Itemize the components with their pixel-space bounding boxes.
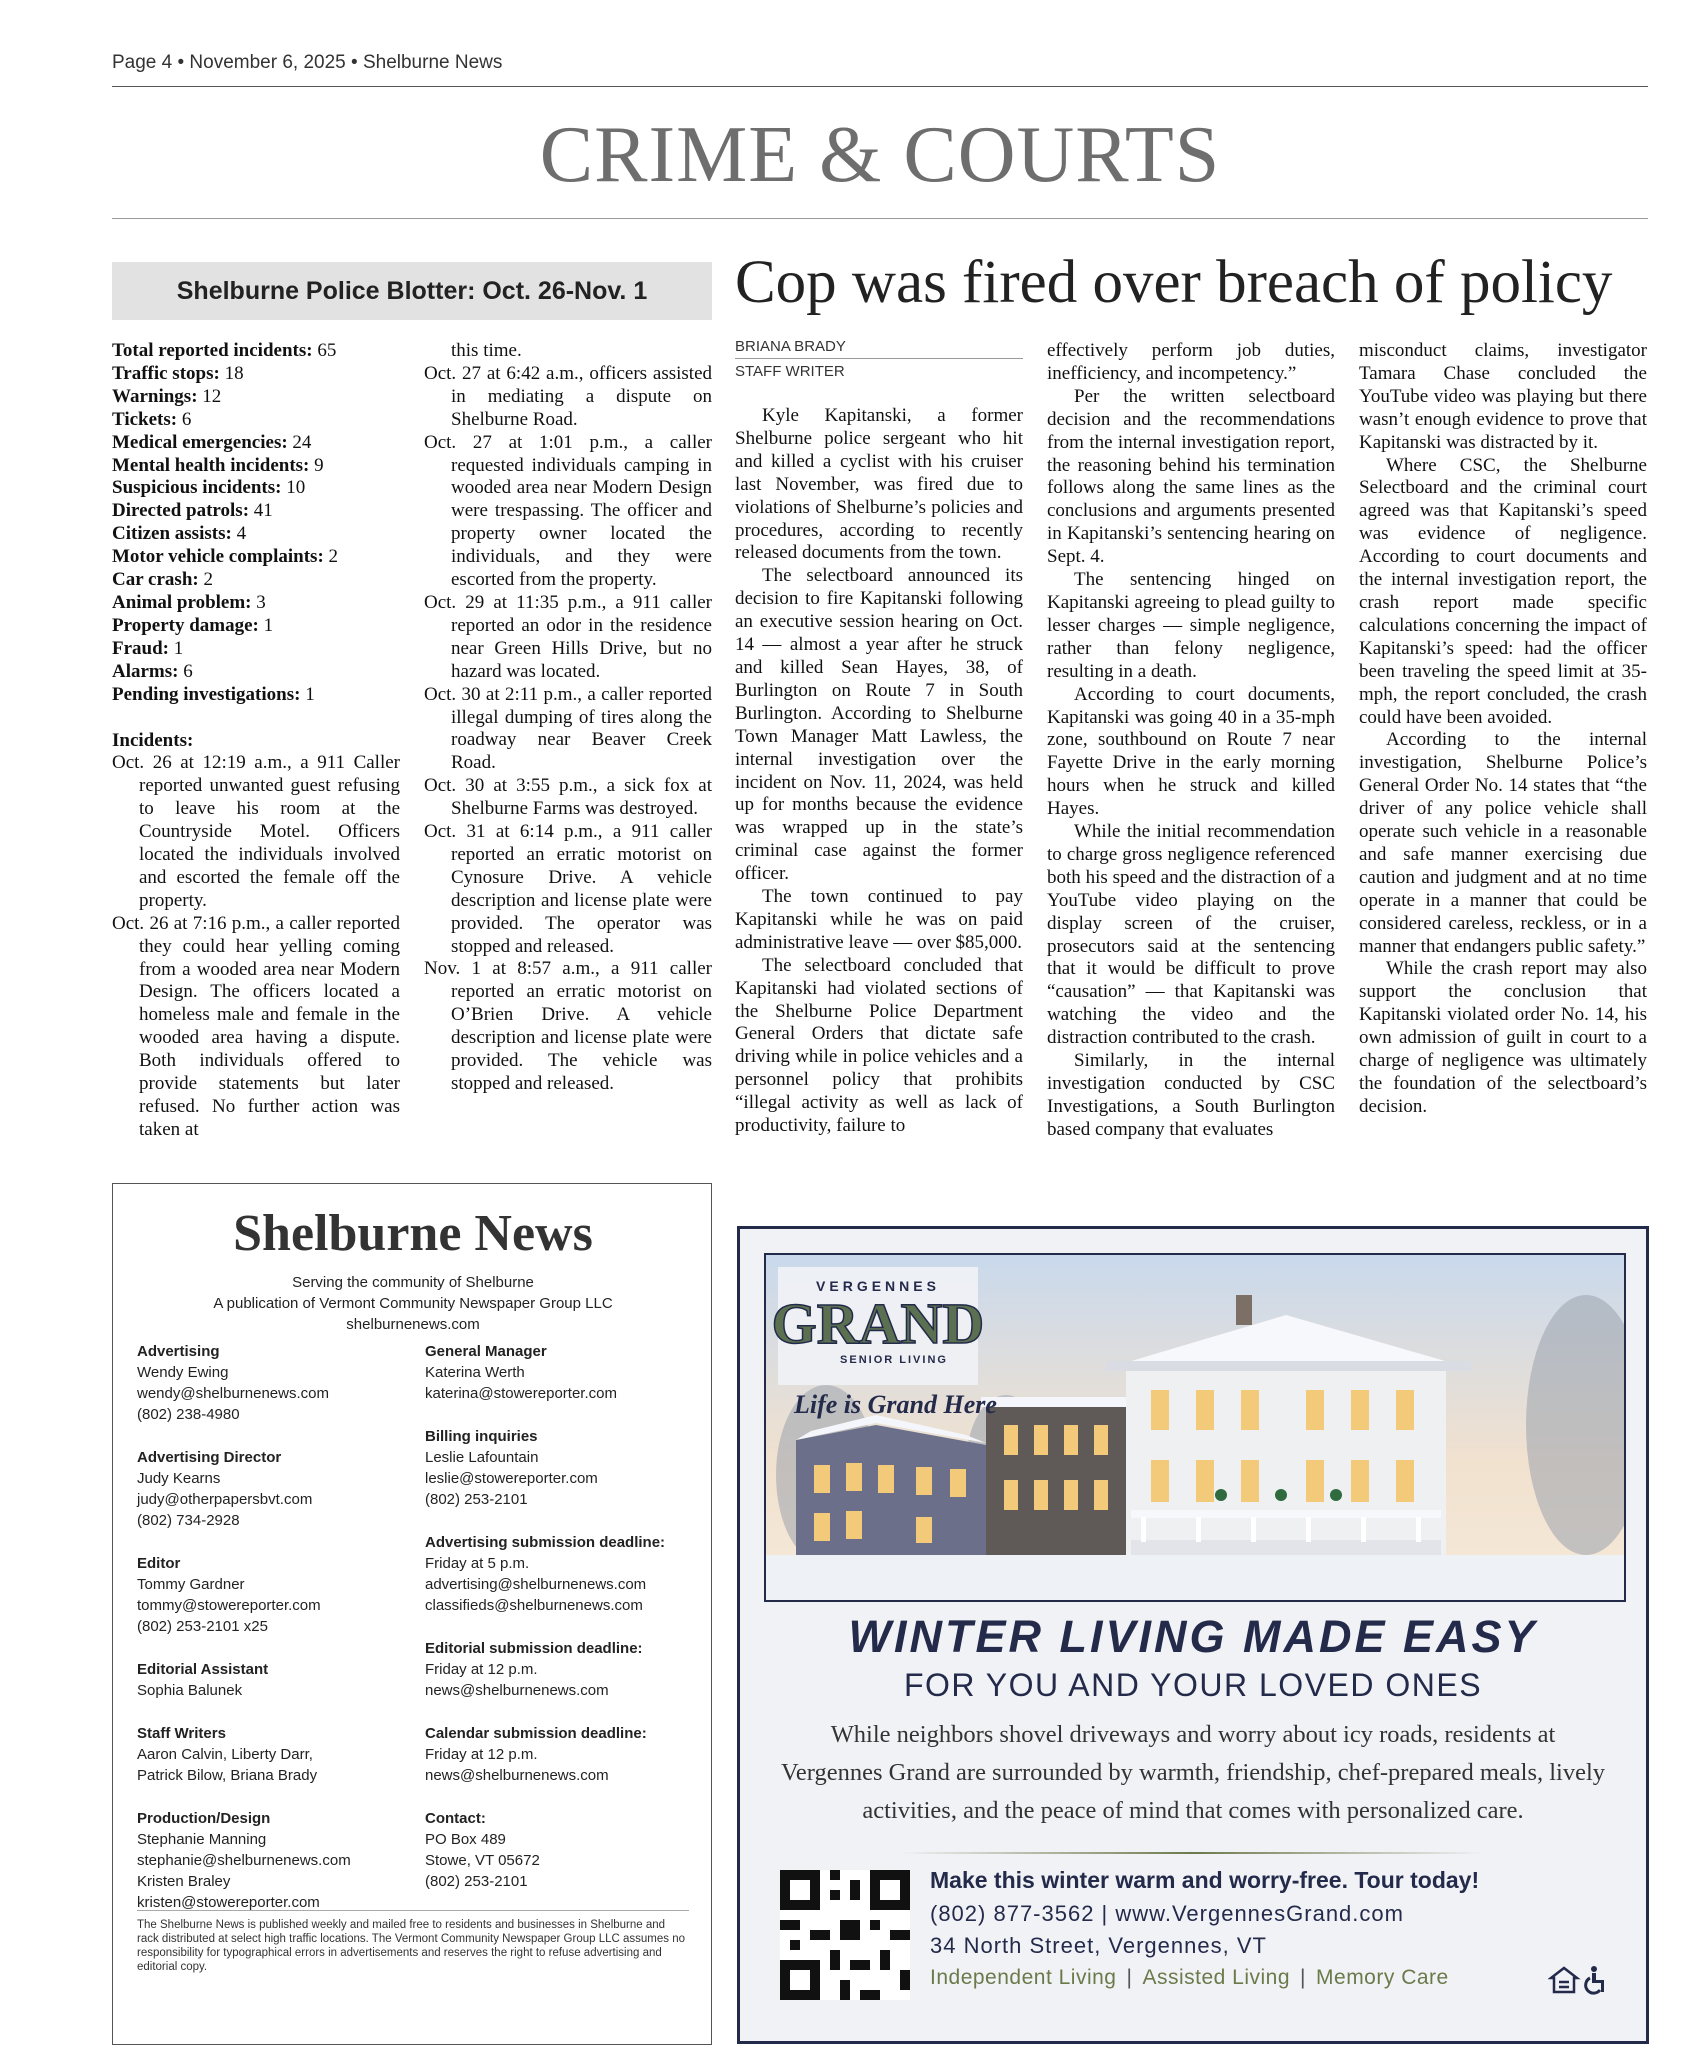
incident-item: Oct. 30 at 3:55 p.m., a sick fox at Shelburne Farms was destroyed. bbox=[424, 775, 712, 820]
staff-email[interactable]: wendy@shelburnenews.com bbox=[137, 1385, 329, 1402]
stat-value: 65 bbox=[317, 340, 337, 361]
incident-list-1 bbox=[112, 752, 400, 1141]
ad-phone-website[interactable]: (802) 877-3562 | www.VergennesGrand.com bbox=[930, 1901, 1404, 1926]
accessibility-icon bbox=[1586, 1966, 1604, 1993]
staff-role: Editor bbox=[137, 1555, 181, 1572]
incident-item: Oct. 30 at 2:11 p.m., a caller reported illegal dumping of tires along the roadway near Beaver Creek Road. bbox=[424, 683, 712, 774]
stat-label: Total reported incidents: bbox=[112, 340, 313, 361]
incident-item: Oct. 27 at 1:01 p.m., a caller requested individuals camping in wooded area near Modern Design were trespassing. The officer and property owner located the individuals, and they were escorted from the property. bbox=[424, 431, 712, 591]
staff-line: Tommy Gardner bbox=[137, 1576, 245, 1593]
blotter-stat-row bbox=[112, 569, 400, 592]
ad-subheadline: FOR YOU AND YOUR LOVED ONES bbox=[903, 1667, 1483, 1703]
staff-line: Stephanie Manning bbox=[137, 1831, 267, 1848]
incident-item: Oct. 27 at 6:42 a.m., officers assisted in mediating a dispute on Shelburne Road. bbox=[424, 362, 712, 430]
article-paragraph: The selectboard announced its decision to fire Kapitanski following an executive session hearing on Oct. 14 — almost a year after he struck and killed Sean Hayes, 38, of Burlington on Route 7 in South Burlington. According to Shelburne Town Manager Matt Lawless, the internal investigation over the incident on Nov. 11, 2024, was held up for months because the evidence was wrapped up in the state’s criminal case against the former officer. bbox=[735, 565, 1023, 885]
stat-label: Mental health incidents: bbox=[112, 454, 310, 476]
blotter-header: Shelburne Police Blotter: Oct. 26-Nov. 1 bbox=[112, 262, 712, 320]
staff-role: Staff Writers bbox=[137, 1725, 226, 1742]
stat-label: Property damage: bbox=[112, 614, 259, 636]
stat-value: 6 bbox=[181, 408, 192, 430]
section-rule bbox=[112, 218, 1648, 219]
staff-line: Wendy Ewing bbox=[137, 1364, 229, 1381]
blotter-stat-row bbox=[112, 386, 400, 409]
ad-logo-sub: SENIOR LIVING bbox=[840, 1354, 948, 1366]
stat-value: 41 bbox=[253, 500, 273, 522]
staff-email[interactable]: stephanie@shelburnenews.com bbox=[137, 1852, 351, 1869]
stat-value: 1 bbox=[305, 683, 315, 705]
staff-role: Contact: bbox=[425, 1810, 486, 1827]
stat-label: Animal problem: bbox=[112, 591, 252, 613]
article-paragraph: Kyle Kapitanski, a former Shelburne police sergeant who hit and killed a cyclist with his cruiser last November, was fired due to violations of Shelburne’s policies and procedures, according to recently released documents from the town. bbox=[735, 405, 1023, 564]
separator: | bbox=[1126, 1966, 1133, 1989]
staff-group bbox=[137, 1447, 407, 1531]
staff-group bbox=[425, 1638, 695, 1701]
staff-line: Friday at 12 p.m. bbox=[425, 1746, 538, 1763]
blotter-stat-row bbox=[112, 546, 400, 569]
blotter-column-1 bbox=[112, 340, 400, 1142]
article-paragraph: Similarly, in the internal investigation conducted by CSC Investigations, a South Burlington based company that evaluates bbox=[1047, 1050, 1335, 1140]
blotter-stat-row bbox=[112, 615, 400, 638]
stat-label: Pending investigations: bbox=[112, 683, 301, 705]
staff-role: Editorial Assistant bbox=[137, 1661, 269, 1678]
staff-email[interactable]: leslie@stowereporter.com bbox=[425, 1470, 598, 1487]
stat-label: Citizen assists: bbox=[112, 523, 232, 545]
staff-group bbox=[425, 1723, 695, 1786]
staff-email[interactable]: news@shelburnenews.com bbox=[425, 1682, 609, 1699]
staff-group bbox=[425, 1341, 695, 1404]
masthead-box bbox=[112, 1183, 712, 2045]
blotter-stat-row bbox=[112, 340, 400, 363]
staff-line: Friday at 5 p.m. bbox=[425, 1555, 530, 1572]
ad-services bbox=[930, 1966, 1449, 1990]
service-memory-care: Memory Care bbox=[1316, 1966, 1449, 1989]
stat-value: 9 bbox=[314, 454, 324, 476]
vergennes-grand-ad[interactable] bbox=[737, 1226, 1649, 2044]
staff-line: Kristen Braley bbox=[137, 1873, 231, 1890]
winter-house-illustration bbox=[766, 1255, 1624, 1600]
staff-role: Advertising bbox=[137, 1343, 220, 1360]
staff-group bbox=[425, 1808, 695, 1892]
staff-list-right bbox=[425, 1341, 695, 1914]
staff-line: PO Box 489 bbox=[425, 1831, 506, 1848]
staff-email[interactable]: tommy@stowereporter.com bbox=[137, 1597, 321, 1614]
staff-group bbox=[137, 1553, 407, 1637]
blotter-stat-row bbox=[112, 661, 400, 684]
stat-label: Suspicious incidents: bbox=[112, 477, 282, 499]
article-column-3 bbox=[1359, 340, 1647, 1119]
staff-role: General Manager bbox=[425, 1343, 547, 1360]
stat-label: Tickets: bbox=[112, 408, 178, 430]
blotter-stat-row bbox=[112, 684, 400, 707]
article-paragraph: Per the written selectboard decision and the recommendations from the internal investigation report, the reasoning behind his termination follows along the same lines as the conclusions and arguments presented in Kapitanski’s sentencing hearing on Sept. 4. bbox=[1047, 385, 1335, 568]
staff-role: Advertising Director bbox=[137, 1449, 282, 1466]
stat-value: 6 bbox=[183, 660, 193, 682]
byline-role: STAFF WRITER bbox=[735, 363, 845, 380]
staff-line: Sophia Balunek bbox=[137, 1682, 243, 1699]
masthead-disclaimer: The Shelburne News is published weekly and mailed free to residents and businesses in Shelburne and rack distributed at select high traffic locations. The Vermont Community Newspaper Group LLC assumes no responsibility for typographical errors in advertisements and reserves the right to refuse advertising and editorial copy. bbox=[137, 1919, 686, 1973]
staff-line: Judy Kearns bbox=[137, 1470, 221, 1487]
incident-continuation: this time. bbox=[451, 340, 522, 361]
staff-email[interactable]: news@shelburnenews.com bbox=[425, 1767, 609, 1784]
incident-item: Oct. 26 at 12:19 a.m., a 911 Caller reported unwanted guest refusing to leave his room at the Countryside Motel. Officers located the individuals involved and escorted the female off the property. bbox=[112, 752, 400, 911]
article-column-2 bbox=[1047, 340, 1335, 1142]
staff-group bbox=[137, 1808, 407, 1913]
blotter-stat-row bbox=[112, 455, 400, 478]
article-paragraph: While the initial recommendation to charge gross negligence referenced both his speed and the distraction of a YouTube video playing on the display screen of the cruiser, prosecutors said at the sentencing that it would be difficult to prove “causation” — that Kapitanski was watching the video and the distraction contributed to the crash. bbox=[1047, 821, 1335, 1049]
staff-role: Advertising submission deadline: bbox=[425, 1534, 666, 1551]
staff-group bbox=[137, 1659, 407, 1701]
stat-label: Directed patrols: bbox=[112, 500, 250, 522]
ad-tagline: Life is Grand Here bbox=[794, 1390, 997, 1419]
staff-line: (802) 253-2101 bbox=[425, 1491, 528, 1508]
staff-line: Leslie Lafountain bbox=[425, 1449, 539, 1466]
stat-label: Alarms: bbox=[112, 660, 179, 682]
stat-label: Motor vehicle complaints: bbox=[112, 546, 324, 568]
ad-logo-top: VERGENNES bbox=[816, 1278, 940, 1294]
masthead-divider bbox=[137, 1910, 689, 1911]
incident-item: Oct. 26 at 7:16 p.m., a caller reported they could hear yelling coming from a wooded area near Modern Design. The officers located a homeless male and female in the wooded area having a dispute. Both individuals offered to provide statements but later refused. No further action was taken at bbox=[112, 912, 400, 1140]
article-paragraph: The town continued to pay Kapitanski while he was on paid administrative leave — over $85,000. bbox=[735, 886, 1023, 953]
stat-label: Car crash: bbox=[112, 569, 199, 591]
page-folio: Page 4 • November 6, 2025 • Shelburne News bbox=[112, 52, 503, 73]
staff-role: Calendar submission deadline: bbox=[425, 1725, 647, 1742]
staff-line: (802) 238-4980 bbox=[137, 1406, 240, 1423]
staff-email[interactable]: advertising@shelburnenews.com bbox=[425, 1576, 647, 1593]
staff-email[interactable]: katerina@stowereporter.com bbox=[425, 1385, 617, 1402]
article-paragraph: Where CSC, the Shelburne Selectboard and the criminal court agreed was that Kapitanski’s speed was evidence of negligence. According to court documents and the internal investigation report, the crash report made specific calculations concerning the impact of Kapitanski’s speed: had the officer been traveling the speed limit at 35-mph, the report concluded, the crash could have been avoided. bbox=[1359, 454, 1647, 728]
masthead-tagline: Serving the community of Shelburne bbox=[292, 1274, 534, 1291]
staff-email[interactable]: kristen@stowereporter.com bbox=[137, 1894, 320, 1911]
article-paragraph: The sentencing hinged on Kapitanski agreeing to plead guilty to lesser charges — simple negligence, rather than felony negligence, resulting in a death. bbox=[1047, 569, 1335, 682]
blotter-column-2 bbox=[424, 340, 712, 1096]
ad-divider bbox=[900, 1852, 1486, 1854]
staff-role: Editorial submission deadline: bbox=[425, 1640, 643, 1657]
ad-headline: WINTER LIVING MADE EASY bbox=[848, 1611, 1538, 1662]
article-paragraph: While the crash report may also support the conclusion that Kapitanski violated order No. 14, his own admission of guilt in court to a charge of negligence was ultimately the foundation of the selectboard’s decision. bbox=[1359, 958, 1647, 1117]
blotter-stat-row bbox=[112, 363, 400, 386]
blotter-stats bbox=[112, 340, 400, 707]
incident-item: Oct. 31 at 6:14 p.m., a 911 caller reported an erratic motorist on Cynosure Drive. A vehicle description and license plate were provided. The operator was stopped and released. bbox=[424, 821, 712, 957]
blotter-stat-row bbox=[112, 638, 400, 661]
masthead-publisher: A publication of Vermont Community Newspaper Group LLC bbox=[213, 1295, 613, 1312]
stat-label: Fraud: bbox=[112, 637, 169, 659]
blotter-stat-row bbox=[112, 477, 400, 500]
ad-call-to-action: Make this winter warm and worry-free. Tour today! bbox=[930, 1867, 1480, 1893]
stat-value: 1 bbox=[263, 614, 274, 636]
staff-line: Stowe, VT 05672 bbox=[425, 1852, 540, 1869]
service-assisted-living: Assisted Living bbox=[1142, 1966, 1291, 1989]
staff-role: Production/Design bbox=[137, 1810, 271, 1827]
incident-list-2 bbox=[424, 363, 712, 1096]
staff-email[interactable]: classifieds@shelburnenews.com bbox=[425, 1597, 643, 1614]
byline-name: BRIANA BRADY bbox=[735, 338, 1023, 359]
stat-value: 10 bbox=[286, 477, 306, 499]
article-paragraph: The selectboard concluded that Kapitanski had violated sections of the Shelburne Police Department General Orders that dictate safe driving while in police vehicles and a personnel policy that prohibits “illegal activity as well as lack of productivity, failure to bbox=[735, 954, 1023, 1137]
staff-group bbox=[425, 1532, 695, 1616]
stat-value: 4 bbox=[236, 523, 247, 545]
ad-logo-main: GRAND bbox=[771, 1291, 985, 1356]
stat-label: Medical emergencies: bbox=[112, 431, 288, 453]
ad-badge-icons bbox=[1548, 1965, 1618, 1995]
article-column-1 bbox=[735, 405, 1023, 1138]
incident-item: Nov. 1 at 8:57 a.m., a 911 caller reported an erratic motorist on O’Brien Drive. A vehicle description and license plate were provided. The vehicle was stopped and released. bbox=[424, 958, 712, 1094]
stat-value: 2 bbox=[328, 546, 339, 568]
article-paragraph: According to the internal investigation, Shelburne Police’s General Order No. 14 states that “the driver of any police vehicle shall operate such vehicle in a reasonable and safe manner exercising due caution and judgment and at no time operate in a manner that could be considered careless, reckless, or in a manner that endangers public safety.” bbox=[1359, 729, 1647, 957]
stat-value: 1 bbox=[173, 637, 184, 659]
staff-group bbox=[425, 1426, 695, 1510]
masthead-title: Shelburne News bbox=[233, 1205, 593, 1262]
stat-value: 2 bbox=[203, 569, 213, 591]
article-headline: Cop was fired over breach of policy bbox=[735, 249, 1613, 316]
separator: | bbox=[1300, 1966, 1307, 1989]
staff-line: Patrick Bilow, Briana Brady bbox=[137, 1767, 318, 1784]
byline bbox=[735, 338, 1023, 380]
ad-body: While neighbors shovel driveways and worry about icy roads, residents at Vergennes Grand are surrounded by warmth, friendship, chef-prepared meals, lively activities, and the peace of mind that comes with personalized care. bbox=[780, 1721, 1606, 1824]
article-paragraph: effectively perform job duties, inefficiency, and incompetency.” bbox=[1047, 340, 1335, 384]
blotter-stat-row bbox=[112, 523, 400, 546]
staff-line: (802) 253-2101 bbox=[425, 1873, 528, 1890]
article-paragraph: misconduct claims, investigator Tamara Chase concluded the YouTube video was playing but there wasn’t enough evidence to prove that Kapitanski was distracted by it. bbox=[1359, 340, 1647, 453]
staff-line: (802) 253-2101 x25 bbox=[137, 1618, 268, 1635]
staff-line: (802) 734-2928 bbox=[137, 1512, 240, 1529]
staff-role: Billing inquiries bbox=[425, 1428, 538, 1445]
qr-code-icon[interactable] bbox=[780, 1870, 910, 2000]
blotter-stat-row bbox=[112, 409, 400, 432]
staff-line: Katerina Werth bbox=[425, 1364, 525, 1381]
stat-label: Warnings: bbox=[112, 385, 198, 407]
stat-value: 18 bbox=[224, 362, 244, 384]
service-independent-living: Independent Living bbox=[930, 1966, 1117, 1989]
stat-value: 3 bbox=[256, 591, 266, 613]
equal-housing-icon bbox=[1551, 1968, 1577, 1992]
blotter-stat-row bbox=[112, 500, 400, 523]
staff-line: Friday at 12 p.m. bbox=[425, 1661, 538, 1678]
top-rule bbox=[112, 86, 1648, 87]
incidents-label: Incidents: bbox=[112, 729, 194, 751]
blotter-stat-row bbox=[112, 592, 400, 615]
staff-list-left bbox=[137, 1341, 407, 1935]
stat-value: 24 bbox=[292, 431, 312, 453]
ad-address: 34 North Street, Vergennes, VT bbox=[930, 1933, 1267, 1958]
staff-email[interactable]: judy@otherpapersbvt.com bbox=[137, 1491, 313, 1508]
masthead-website[interactable]: shelburnenews.com bbox=[346, 1316, 480, 1333]
article-paragraph: According to court documents, Kapitanski was going 40 in a 35-mph zone, southbound on Route 7 near Fayette Drive in the early morning hours when he struck and killed Hayes. bbox=[1047, 683, 1335, 820]
ad-building-illustration bbox=[764, 1253, 1626, 1602]
stat-label: Traffic stops: bbox=[112, 362, 220, 384]
blotter-stat-row bbox=[112, 432, 400, 455]
staff-group bbox=[137, 1723, 407, 1786]
staff-group bbox=[137, 1341, 407, 1425]
ad-logo bbox=[772, 1267, 985, 1385]
stat-value: 12 bbox=[202, 385, 222, 407]
incident-item: Oct. 29 at 11:35 p.m., a 911 caller reported an odor in the residence near Green Hills Drive, but no hazard was located. bbox=[424, 591, 712, 682]
section-title: CRIME & COURTS bbox=[539, 111, 1221, 199]
staff-line: Aaron Calvin, Liberty Darr, bbox=[137, 1746, 313, 1763]
